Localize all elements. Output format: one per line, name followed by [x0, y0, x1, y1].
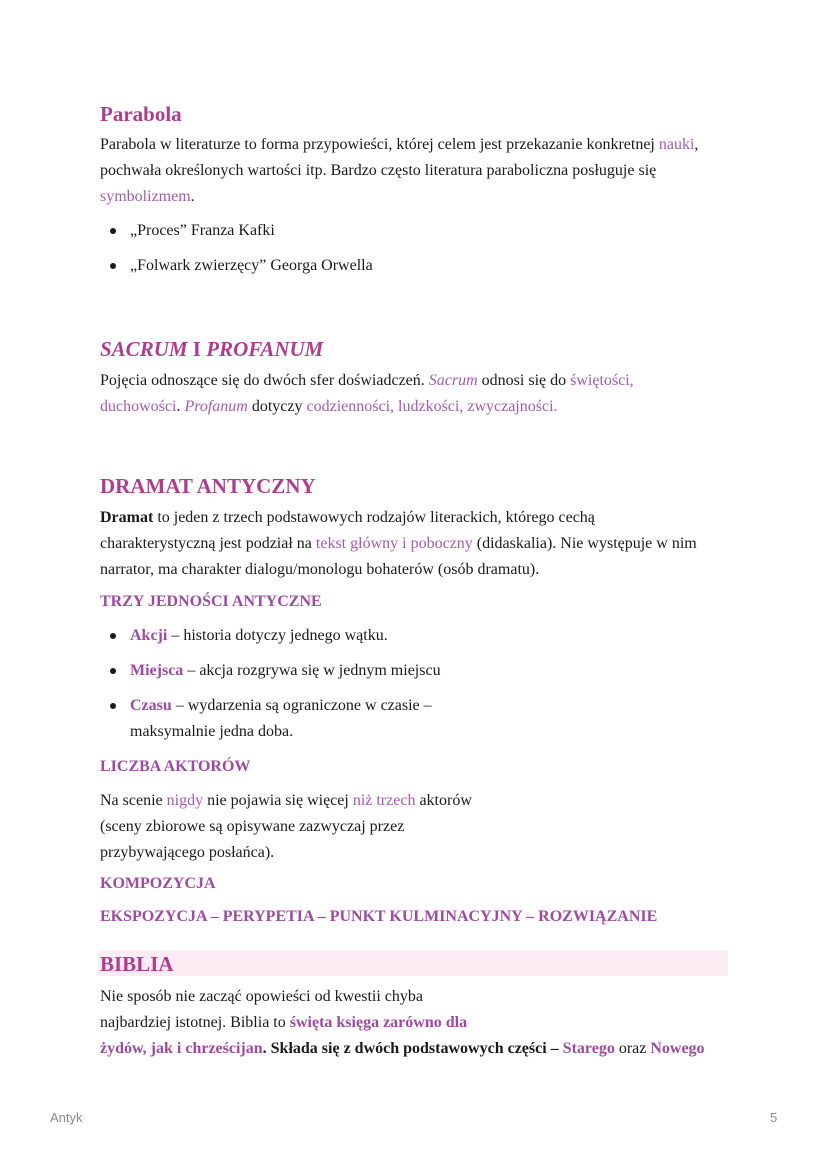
- dramat-line-3: narrator, ma charakter dialogu/monologu bohaterów (osób dramatu).: [100, 561, 540, 578]
- sacrum-line-2: duchowości. Profanum dotyczy codzienności, ludzkości, zwyczajności.: [100, 398, 558, 415]
- composition-sequence: EKSPOZYCJA – PERYPETIA – PUNKT KULMINACYJNY – ROZWIĄZANIE: [100, 908, 658, 925]
- section-title-dramat: DRAMAT ANTYCZNY: [100, 474, 316, 498]
- section-title-biblia: BIBLIA: [100, 952, 174, 976]
- actors-line-2: (sceny zbiorowe są opisywane zazwyczaj przez: [100, 818, 405, 835]
- biblia-heading-band: [98, 950, 728, 976]
- section-title-sacrum-profanum: SACRUM I PROFANUM: [100, 337, 324, 361]
- subsection-title-unities: TRZY JEDNOŚCI ANTYCZNE: [100, 593, 322, 610]
- parabola-line-1: Parabola w literaturze to forma przypowieści, której celem jest przekazanie konkretnej nauki,: [100, 136, 699, 153]
- parabola-line-2: pochwała określonych wartości itp. Bardzo często literatura paraboliczna posługuje się: [100, 162, 657, 179]
- list-item: Miejsca – akcja rozgrywa się w jednym miejscu: [100, 658, 700, 684]
- actors-line-3: przybywającego posłańca).: [100, 844, 275, 861]
- list-item: „Proces” Franza Kafki: [100, 218, 700, 244]
- footer-page-number: 5: [770, 1110, 778, 1125]
- footer-section-name: Antyk: [50, 1110, 83, 1125]
- list-item: Czasu – wydarzenia są ograniczone w czasie – maksymalnie jedna doba.: [100, 693, 700, 745]
- actors-text: [100, 788, 740, 866]
- parabola-text: [100, 132, 740, 210]
- sacrum-text: [100, 368, 740, 420]
- section-title-parabola: Parabola: [100, 102, 182, 126]
- parabola-line-3: symbolizmem.: [100, 188, 195, 205]
- subsection-title-composition: KOMPOZYCJA: [100, 875, 216, 892]
- biblia-line-2: najbardziej istotnej. Biblia to święta księga zarówno dla: [100, 1014, 468, 1031]
- list-item: Akcji – historia dotyczy jednego wątku.: [100, 623, 700, 649]
- dramat-line-2: charakterystyczną jest podział na tekst główny i poboczny (didaskalia). Nie występuje w nim: [100, 535, 697, 552]
- subsection-title-actors: LICZBA AKTORÓW: [100, 758, 251, 775]
- biblia-line-3: żydów, jak i chrześcijan. Składa się z dwóch podstawowych części – Starego oraz Nowego: [100, 1040, 705, 1057]
- actors-line-1: Na scenie nigdy nie pojawia się więcej niż trzech aktorów: [100, 792, 472, 809]
- link-symbolizm: symbolizmem: [100, 188, 191, 205]
- parabola-examples-list: [100, 218, 700, 279]
- sacrum-line-1: Pojęcia odnoszące się do dwóch sfer doświadczeń. Sacrum odnosi się do świętości,: [100, 372, 634, 389]
- link-nauki: nauki: [658, 136, 695, 153]
- biblia-line-1: Nie sposób nie zacząć opowieści od kwestii chyba: [100, 988, 424, 1005]
- dramat-line-1: Dramat to jeden z trzech podstawowych rodzajów literackich, którego cechą: [100, 509, 595, 526]
- biblia-text: [100, 984, 740, 1062]
- dramat-text: [100, 505, 740, 583]
- list-item: „Folwark zwierzęcy” Georga Orwella: [100, 253, 700, 279]
- unities-list: [100, 623, 700, 745]
